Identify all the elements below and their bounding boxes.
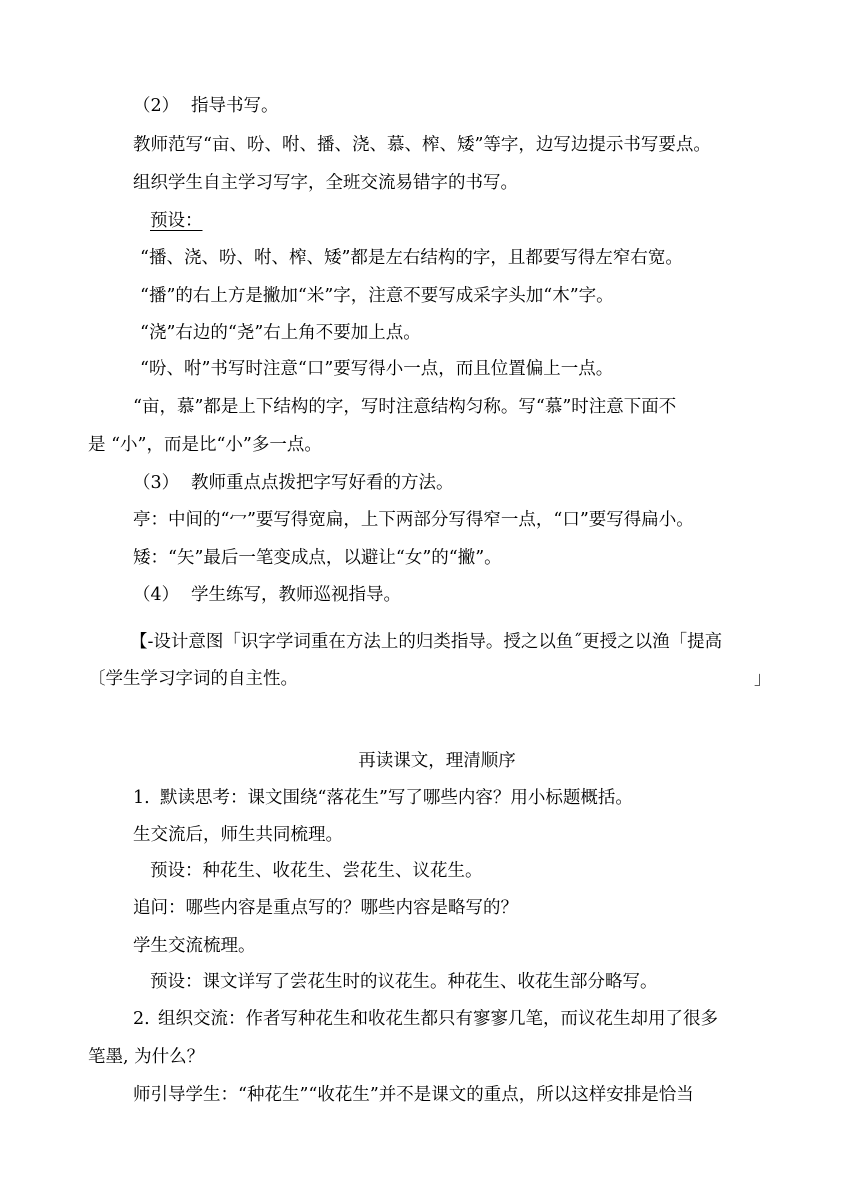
text: 学生交流梳理。 — [133, 936, 256, 956]
item-text: 学生练写，教师巡视指导。 — [191, 585, 401, 605]
item-number: 1. — [133, 788, 150, 808]
item-text: 默读思考：课文围绕“落花生”写了哪些内容？用小标题概括。 — [160, 788, 633, 808]
heading-text: 再读课文，理清顺序 — [358, 751, 516, 771]
text: 预设：课文详写了尝花生时的议花生。种花生、收花生部分略写。 — [150, 972, 658, 992]
item-number: 2. — [133, 1009, 150, 1029]
text: “亩，慕”都是上下结构的字，写时注意结构匀称。写“慕”时注意下面不 — [133, 397, 677, 417]
text: “播、浇、吩、咐、榨、矮”都是左右结构的字，且都要写得左窄右宽。 — [140, 248, 683, 268]
item-text: 教师重点点拨把字写好看的方法。 — [191, 473, 454, 493]
text: “播”的右上方是撇加“米”字，注意不要写成采字头加“木”字。 — [140, 286, 614, 306]
text: 组织学生自主学习写字，全班交流易错字的书写。 — [133, 173, 518, 193]
text: 追问：哪些内容是重点写的？哪些内容是略写的？ — [133, 898, 518, 918]
preset-label: 预设： — [150, 211, 203, 231]
item-text: 组织交流：作者写种花生和收花生都只有寥寥几笔，而议花生却用了很多 — [158, 1009, 718, 1029]
text: 亭：中间的“冖”要写得宽扁，上下两部分写得窄一点，“口”要写得扁小。 — [133, 510, 694, 530]
text: 〔学生学习字词的自主性。 — [88, 669, 298, 689]
item-number: （3） — [133, 473, 180, 493]
text: 预设：种花生、收花生、尝花生、议花生。 — [150, 861, 483, 881]
text: 【-设计意图「识字学词重在方法上的归类指导。授之以鱼˝更授之以渔「提高 — [130, 632, 723, 652]
section-heading — [0, 749, 860, 773]
text: 是 “小”，而是比“小”多一点。 — [88, 435, 322, 455]
item-number: （4） — [133, 585, 180, 605]
text: 笔墨, 为什么？ — [88, 1047, 205, 1067]
text: 教师范写“亩、吩、咐、播、浇、慕、榨、矮”等字，边写边提示书写要点。 — [133, 135, 711, 155]
text: 矮：“矢”最后一笔变成点，以避让“女”的“撇”。 — [133, 548, 502, 568]
text: 生交流后，师生共同梳理。 — [133, 825, 343, 845]
text: “浇”右边的“尧”右上角不要加上点。 — [140, 323, 421, 343]
text: “吩、咐”书写时注意“口”要写得小一点，而且位置偏上一点。 — [140, 359, 614, 379]
item-number: （2） — [133, 96, 180, 116]
text: 师引导学生：“种花生”“收花生”并不是课文的重点，所以这样安排是恰当 — [133, 1085, 694, 1105]
closing-bracket: 」 — [754, 669, 772, 689]
item-text: 指导书写。 — [191, 96, 279, 116]
